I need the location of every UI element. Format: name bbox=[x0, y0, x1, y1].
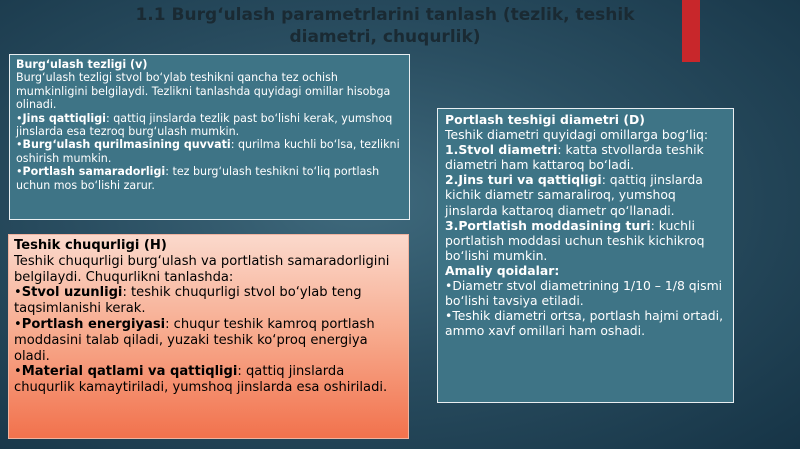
depth-item bbox=[14, 317, 403, 364]
diameter-item bbox=[445, 218, 726, 263]
depth-item-text: : chuqur teshik kamroq portlash moddasini talab qiladi, yuzaki teshik ko‘proq energiya oladi. bbox=[14, 316, 375, 364]
bullet: • bbox=[445, 278, 453, 294]
bullet: • bbox=[16, 111, 23, 125]
speed-item bbox=[16, 138, 403, 165]
depth-box bbox=[8, 234, 409, 439]
diameter-box bbox=[437, 108, 734, 403]
bullet: • bbox=[445, 308, 453, 324]
depth-item bbox=[14, 364, 403, 396]
speed-item-text: : qattiq jinslarda tezlik past bo‘lishi kerak, yumshoq jinslarda esa tezroq burg‘ulash mumkin. bbox=[16, 111, 393, 139]
title-line-1: 1.1 Burg‘ulash parametrlarini tanlash (tezlik, teshik bbox=[135, 5, 635, 25]
bullet: • bbox=[16, 138, 23, 152]
item-number: 3. bbox=[445, 217, 459, 233]
speed-box bbox=[9, 54, 410, 220]
diameter-item-text: : kuchli portlatish moddasi uchun teshik kichikroq bo‘lishi mumkin. bbox=[445, 217, 705, 263]
rule-text: Teshik diametri ortsa, portlash hajmi ortadi, ammo xavf omillari ham oshadi. bbox=[445, 308, 724, 339]
depth-heading: Teshik chuqurligi (H) bbox=[14, 238, 167, 253]
speed-item-term: Jins qattiqligi bbox=[22, 111, 106, 125]
depth-item-text: : teshik chuqurligi stvol bo‘ylab teng taqsimlanishi kerak. bbox=[14, 285, 362, 317]
speed-intro: Burg‘ulash tezligi stvol bo‘ylab teshikni qancha tez ochish mumkinligini belgilaydi. Tezlikni tanlashda quyidagi omillar hisobga olinadi. bbox=[16, 71, 391, 112]
speed-heading: Burg‘ulash tezligi (v) bbox=[16, 58, 148, 71]
item-number: 2. bbox=[445, 172, 459, 188]
speed-item-term: Burg‘ulash qurilmasining quvvati bbox=[22, 138, 231, 152]
diameter-intro: Teshik diametri quyidagi omillarga bog‘liq: bbox=[445, 127, 709, 143]
bullet: • bbox=[14, 316, 22, 332]
rule-item bbox=[445, 308, 726, 338]
diameter-item bbox=[445, 142, 726, 172]
bullet: • bbox=[14, 364, 22, 380]
speed-item bbox=[16, 165, 403, 192]
diameter-item-term: Jins turi va qattiqligi bbox=[458, 172, 602, 188]
title-line-2: diametri, chuqurlik) bbox=[289, 27, 481, 47]
diameter-item-text: : katta stvollarda teshik diametri ham kattaroq bo‘ladi. bbox=[445, 142, 704, 173]
speed-item-term: Portlash samaradorligi bbox=[22, 165, 166, 179]
diameter-item-text: : qattiq jinslarda kichik diametr samaraliroq, yumshoq jinslarda kattaroq diametr qo‘llanadi. bbox=[445, 172, 703, 218]
speed-item bbox=[16, 112, 403, 139]
depth-item-term: Material qatlami va qattiqligi bbox=[21, 364, 238, 380]
diameter-item bbox=[445, 172, 726, 217]
depth-item-term: Portlash energiyasi bbox=[21, 316, 166, 332]
rule-text: Diametr stvol diametrining 1/10 – 1/8 qismi bo‘lishi tavsiya etiladi. bbox=[445, 278, 723, 309]
bullet: • bbox=[16, 165, 23, 179]
depth-item-text: : qattiq jinslarda chuqurlik kamaytiriladi, yumshoq jinslarda esa oshiriladi. bbox=[14, 364, 388, 396]
speed-item-text: : qurilma kuchli bo‘lsa, tezlikni oshirish mumkin. bbox=[16, 138, 400, 165]
speed-item-text: : tez burg‘ulash teshikni to‘liq portlash uchun mos bo‘lishi zarur. bbox=[16, 165, 380, 192]
rule-item bbox=[445, 278, 726, 308]
diameter-item-term: Stvol diametri bbox=[458, 142, 558, 158]
diameter-heading: Portlash teshigi diametri (D) bbox=[445, 112, 645, 127]
depth-item-term: Stvol uzunligi bbox=[21, 285, 123, 301]
rules-heading: Amaliy qoidalar: bbox=[445, 262, 560, 278]
depth-item bbox=[14, 285, 403, 317]
diameter-item-term: Portlatish moddasining turi bbox=[458, 217, 651, 233]
bullet: • bbox=[14, 285, 22, 301]
item-number: 1. bbox=[445, 142, 459, 158]
slide-title bbox=[80, 4, 690, 48]
depth-intro: Teshik chuqurligi burg‘ulash va portlatish samaradorligini belgilaydi. Chuqurlikni tanlashda: bbox=[14, 253, 390, 285]
